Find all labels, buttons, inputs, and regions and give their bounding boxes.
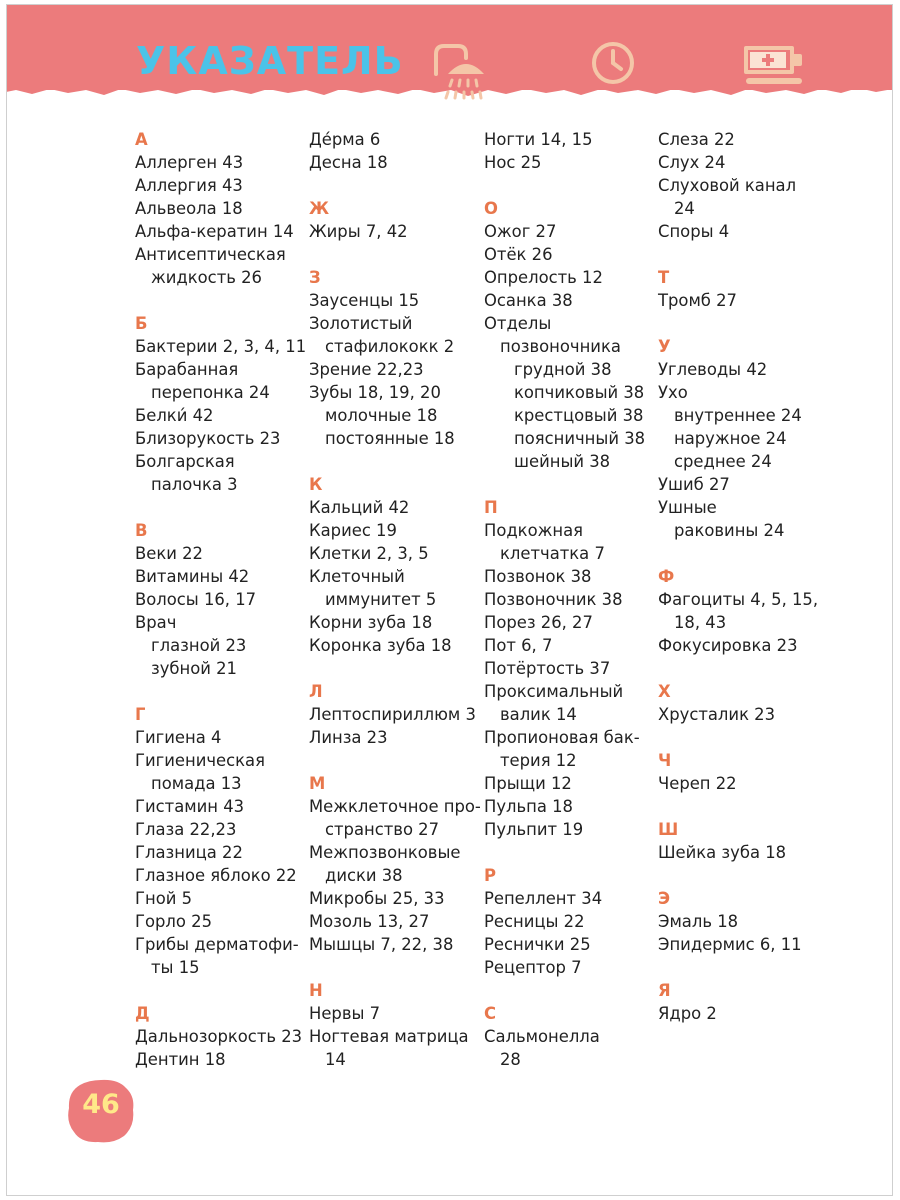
section-gap bbox=[658, 795, 828, 818]
index-subentry: диски 38 bbox=[325, 866, 403, 885]
index-entry: Ногтевая матрица bbox=[309, 1027, 469, 1046]
index-entry: Позвоночник 38 bbox=[484, 590, 623, 609]
index-entry: Зрение 22,23 bbox=[309, 360, 424, 379]
index-subentry: зубной 21 bbox=[151, 659, 237, 678]
index-entry: Альвеола 18 bbox=[135, 199, 243, 218]
index-entry: Межклеточное про- bbox=[309, 797, 481, 816]
index-entry: Глаза 22,23 bbox=[135, 820, 237, 839]
section-gap bbox=[658, 657, 828, 680]
index-entry: Линза 23 bbox=[309, 728, 388, 747]
index-entry: Гигиеническая bbox=[135, 751, 265, 770]
index-entry: Фагоциты 4, 5, 15, bbox=[658, 590, 819, 609]
index-entry: Коронка зуба 18 bbox=[309, 636, 452, 655]
index-entry: Ногти 14, 15 bbox=[484, 130, 593, 149]
index-entry: Подкожная bbox=[484, 521, 584, 540]
index-subentry: внутреннее 24 bbox=[674, 406, 802, 425]
index-entry: Споры 4 bbox=[658, 222, 730, 241]
index-entry: Прыщи 12 bbox=[484, 774, 572, 793]
index-entry: Де́рма 6 bbox=[309, 130, 381, 149]
index-subentry: валик 14 bbox=[500, 705, 577, 724]
section-gap bbox=[135, 680, 300, 703]
index-subentry: шейный 38 bbox=[514, 452, 611, 471]
index-entry: Позвонок 38 bbox=[484, 567, 592, 586]
index-subentry: иммунитет 5 bbox=[325, 590, 437, 609]
index-entry: Клеточный bbox=[309, 567, 405, 586]
index-entry: Жиры 7, 42 bbox=[309, 222, 408, 241]
index-entry: Кариес 19 bbox=[309, 521, 397, 540]
section-gap bbox=[309, 657, 474, 680]
section-gap bbox=[658, 726, 828, 749]
index-entry: Ушные bbox=[658, 498, 717, 517]
section-gap bbox=[309, 956, 474, 979]
index-subentry: молочные 18 bbox=[325, 406, 438, 425]
section-letter: Ж bbox=[309, 199, 330, 218]
index-subentry: странство 27 bbox=[325, 820, 440, 839]
index-entry: Альфа-кератин 14 bbox=[135, 222, 294, 241]
section-letter: К bbox=[309, 475, 323, 494]
index-subentry: постоянные 18 bbox=[325, 429, 455, 448]
section-letter: Ф bbox=[658, 567, 675, 586]
section-gap bbox=[658, 243, 828, 266]
section-gap bbox=[658, 864, 828, 887]
index-entry: Нос 25 bbox=[484, 153, 542, 172]
index-column-2 bbox=[309, 128, 481, 1071]
index-subentry: терия 12 bbox=[500, 751, 577, 770]
index-entry: Лептоспириллюм 3 bbox=[309, 705, 476, 724]
index-entry: Ушиб 27 bbox=[658, 475, 730, 494]
index-entry: Пропионовая бак- bbox=[484, 728, 640, 747]
index-entry: Дентин 18 bbox=[135, 1050, 226, 1069]
section-gap bbox=[484, 841, 649, 864]
section-letter: Х bbox=[658, 682, 671, 701]
index-subentry: среднее 24 bbox=[674, 452, 772, 471]
index-entry: Сальмонелла bbox=[484, 1027, 600, 1046]
section-gap bbox=[309, 450, 474, 473]
section-letter: О bbox=[484, 199, 498, 218]
index-subentry: крестцовый 38 bbox=[514, 406, 644, 425]
index-subentry: позвоночника bbox=[500, 337, 621, 356]
index-entry: Врач bbox=[135, 613, 177, 632]
index-entry: Аллергия 43 bbox=[135, 176, 243, 195]
index-subentry: 28 bbox=[500, 1050, 521, 1069]
index-entry: Опрелость 12 bbox=[484, 268, 603, 287]
index-entry: Гистамин 43 bbox=[135, 797, 245, 816]
index-column-4 bbox=[658, 128, 828, 1025]
index-subentry: ты 15 bbox=[151, 958, 200, 977]
section-letter: Б bbox=[135, 314, 148, 333]
index-subentry: жидкость 26 bbox=[151, 268, 262, 287]
index-entry: Аллерген 43 bbox=[135, 153, 244, 172]
section-letter: У bbox=[658, 337, 671, 356]
section-letter: Т bbox=[658, 268, 670, 287]
index-entry: Десна 18 bbox=[309, 153, 388, 172]
index-entry: Пульпа 18 bbox=[484, 797, 573, 816]
index-entry: Хрусталик 23 bbox=[658, 705, 776, 724]
section-letter: Я bbox=[658, 981, 671, 1000]
index-entry: Ресницы 22 bbox=[484, 912, 585, 931]
index-entry: Слуховой канал bbox=[658, 176, 797, 195]
section-letter: А bbox=[135, 130, 148, 149]
index-entry: Слеза 22 bbox=[658, 130, 735, 149]
section-gap bbox=[484, 979, 649, 1002]
index-entry: Белки́ 42 bbox=[135, 406, 214, 425]
section-gap bbox=[658, 956, 828, 979]
section-letter: Г bbox=[135, 705, 146, 724]
index-subentry: клетчатка 7 bbox=[500, 544, 605, 563]
section-gap bbox=[658, 312, 828, 335]
index-entry: Пульпит 19 bbox=[484, 820, 584, 839]
page-title: УКАЗАТЕЛЬ bbox=[136, 39, 404, 83]
section-gap bbox=[309, 243, 474, 266]
section-letter: Э bbox=[658, 889, 671, 908]
clock-icon bbox=[590, 40, 636, 86]
section-letter: Ч bbox=[658, 751, 672, 770]
index-entry: Антисептическая bbox=[135, 245, 286, 264]
index-subentry: перепонка 24 bbox=[151, 383, 270, 402]
section-gap bbox=[135, 496, 300, 519]
section-letter: Ш bbox=[658, 820, 679, 839]
index-entry: Фокусировка 23 bbox=[658, 636, 798, 655]
index-entry: Слух 24 bbox=[658, 153, 726, 172]
index-entry: Гигиена 4 bbox=[135, 728, 222, 747]
section-gap bbox=[658, 542, 828, 565]
index-entry: Репеллент 34 bbox=[484, 889, 603, 908]
index-entry: Грибы дерматофи- bbox=[135, 935, 299, 954]
index-entry: Заусенцы 15 bbox=[309, 291, 420, 310]
index-entry: Порез 26, 27 bbox=[484, 613, 593, 632]
index-subentry: глазной 23 bbox=[151, 636, 247, 655]
index-entry: Эмаль 18 bbox=[658, 912, 739, 931]
index-entry: Череп 22 bbox=[658, 774, 737, 793]
index-entry: Клетки 2, 3, 5 bbox=[309, 544, 429, 563]
index-subentry: стафилококк 2 bbox=[325, 337, 455, 356]
index-entry: Барабанная bbox=[135, 360, 239, 379]
section-letter: З bbox=[309, 268, 321, 287]
section-letter: П bbox=[484, 498, 498, 517]
index-entry: Отёк 26 bbox=[484, 245, 553, 264]
section-letter: С bbox=[484, 1004, 497, 1023]
index-entry: Гной 5 bbox=[135, 889, 193, 908]
section-gap bbox=[484, 473, 649, 496]
toothpaste-icon bbox=[744, 40, 806, 88]
index-entry: Горло 25 bbox=[135, 912, 212, 931]
index-entry: Межпозвонковые bbox=[309, 843, 461, 862]
index-entry: Глазное яблоко 22 bbox=[135, 866, 297, 885]
index-entry: Осанка 38 bbox=[484, 291, 573, 310]
index-entry: Эпидермис 6, 11 bbox=[658, 935, 802, 954]
index-entry: Близорукость 23 bbox=[135, 429, 281, 448]
index-entry: Ядро 2 bbox=[658, 1004, 717, 1023]
index-entry: Нервы 7 bbox=[309, 1004, 381, 1023]
index-entry: Зубы 18, 19, 20 bbox=[309, 383, 441, 402]
index-entry: Ухо bbox=[658, 383, 688, 402]
section-letter: В bbox=[135, 521, 148, 540]
index-entry: Мышцы 7, 22, 38 bbox=[309, 935, 454, 954]
section-letter: Н bbox=[309, 981, 323, 1000]
index-entry: Потёртость 37 bbox=[484, 659, 611, 678]
index-subentry: палочка 3 bbox=[151, 475, 238, 494]
index-entry: Бактерии 2, 3, 4, 11 bbox=[135, 337, 307, 356]
index-subentry: 14 bbox=[325, 1050, 346, 1069]
index-entry: Кальций 42 bbox=[309, 498, 410, 517]
index-entry: Глазница 22 bbox=[135, 843, 243, 862]
index-entry: Пот 6, 7 bbox=[484, 636, 553, 655]
index-entry: Реснички 25 bbox=[484, 935, 591, 954]
index-entry: Шейка зуба 18 bbox=[658, 843, 787, 862]
index-entry: Корни зуба 18 bbox=[309, 613, 433, 632]
index-entry: Проксимальный bbox=[484, 682, 624, 701]
section-letter: Л bbox=[309, 682, 323, 701]
index-subentry: наружное 24 bbox=[674, 429, 787, 448]
index-column-1 bbox=[135, 128, 307, 1071]
index-column-3 bbox=[484, 128, 649, 1071]
section-letter: М bbox=[309, 774, 326, 793]
index-entry: Отделы bbox=[484, 314, 552, 333]
section-letter: Р bbox=[484, 866, 497, 885]
index-subentry: копчиковый 38 bbox=[514, 383, 645, 402]
section-gap bbox=[135, 979, 300, 1002]
index-entry: Ожог 27 bbox=[484, 222, 557, 241]
index-entry: Мозоль 13, 27 bbox=[309, 912, 430, 931]
index-subentry: помада 13 bbox=[151, 774, 242, 793]
index-entry: Золотистый bbox=[309, 314, 413, 333]
index-entry: Рецептор 7 bbox=[484, 958, 582, 977]
section-gap bbox=[309, 749, 474, 772]
section-gap bbox=[135, 289, 300, 312]
shower-icon bbox=[428, 40, 488, 104]
index-entry: Болгарская bbox=[135, 452, 235, 471]
index-entry: Витамины 42 bbox=[135, 567, 250, 586]
section-letter: Д bbox=[135, 1004, 150, 1023]
index-entry: Углеводы 42 bbox=[658, 360, 768, 379]
index-entry: Волосы 16, 17 bbox=[135, 590, 257, 609]
index-entry: Микробы 25, 33 bbox=[309, 889, 445, 908]
index-entry: Веки 22 bbox=[135, 544, 203, 563]
page-number: 46 bbox=[82, 1089, 120, 1120]
section-gap bbox=[484, 174, 649, 197]
index-subentry: поясничный 38 bbox=[514, 429, 646, 448]
index-entry: Дальнозоркость 23 bbox=[135, 1027, 303, 1046]
index-subentry: 24 bbox=[674, 199, 695, 218]
index-entry: Тромб 27 bbox=[658, 291, 737, 310]
index-subentry: 18, 43 bbox=[674, 613, 727, 632]
section-gap bbox=[309, 174, 474, 197]
index-subentry: раковины 24 bbox=[674, 521, 785, 540]
index-subentry: грудной 38 bbox=[514, 360, 612, 379]
